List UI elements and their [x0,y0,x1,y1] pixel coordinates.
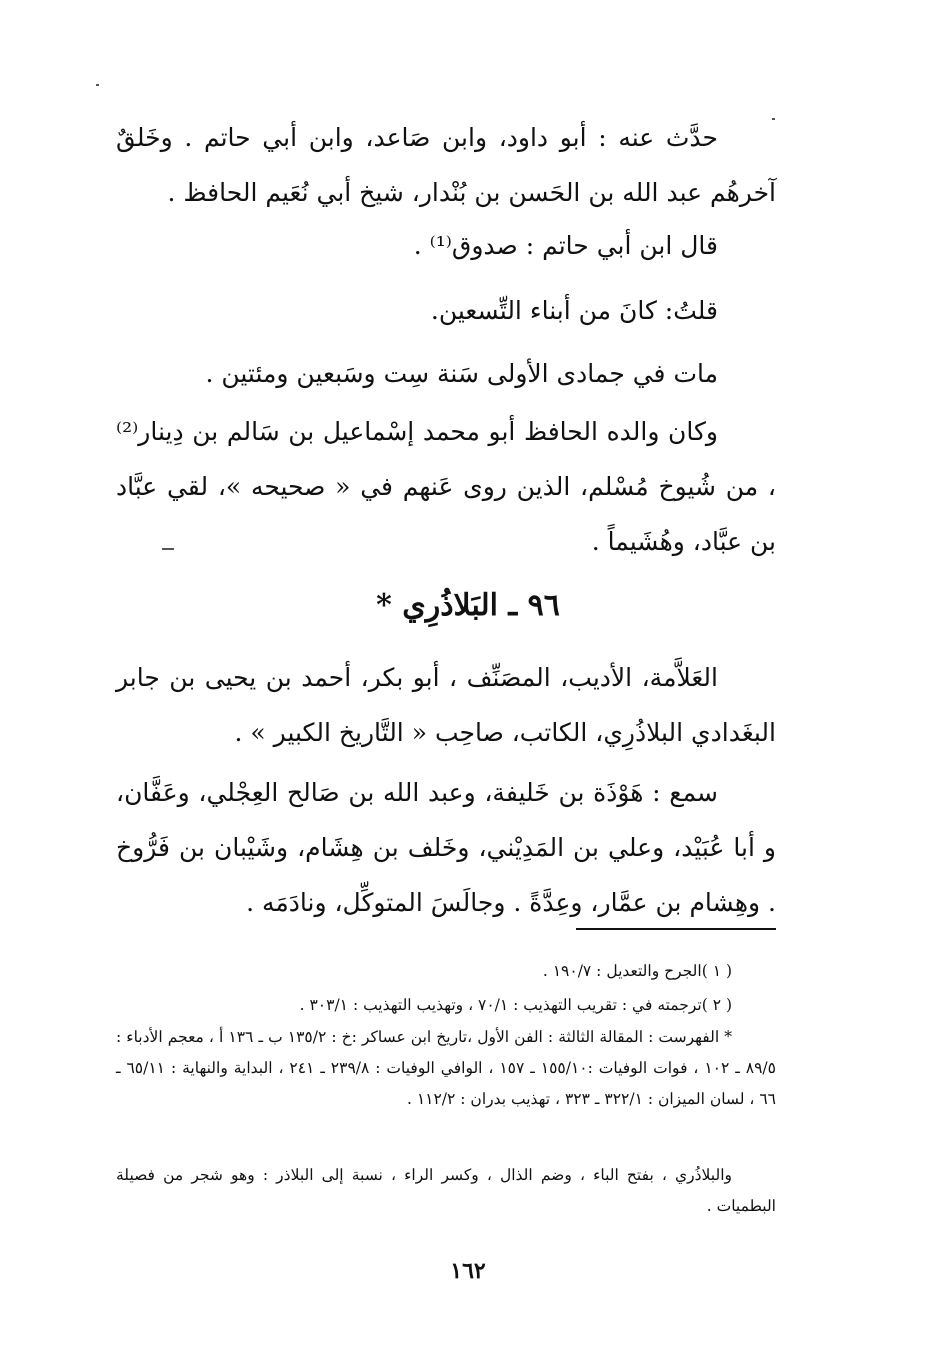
page-number: ١٦٢ [450,1258,486,1284]
footnote-separator [576,928,776,930]
entry-heading: ٩٦ ـ البَلاذُرِي * [376,588,560,623]
death-date: مات في جمادى الأولى سَنة سِت وسَبعين ومئتين . [205,359,718,388]
footnote-1: ( ١ )الجرح والتعديل : ١٩٠/٧ . [542,962,732,980]
biography-teachers: سمع : هَوْذَة بن خَليفة، وعبد الله بن صَالح العِجْلي، وعَفَّان، و أبا عُبَيْد، وعلي بن المَدِيْني، وخَلف بن هِشَام، وشَيْبان بن فَرُّوخ . وهِشام بن عمَّار، وعِدَّةً . وجالَسَ المتوكِّل، ونادَمَه . [116,778,776,917]
father-paragraph: وكان والده الحافظ أبو محمد إسْماعيل بن سَالم بن دِينار⁽²⁾ ، من شُيوخ مُسْلم، الذين روى عَنهم في « صحيحه »، لقي عبَّاد بن عبَّاد، وهُشَيماً . [116,417,776,556]
narrators-paragraph: حدَّث عنه : أبو داود، وابن صَاعد، وابن أبي حاتم . وخَلقٌ آخرهُم عبد الله بن الحَسن بن بُنْدار، شيخ أبي نُعَيم الحافظ . [116,123,776,207]
ibn-abi-hatim-quote: قال ابن أبي حاتم : صدوق⁽¹⁾ . [413,231,718,260]
footnote-nisba: والبلاذُري ، بفتح الباء ، وضم الذال ، وكسر الراء ، نسبة إلى البلاذر : وهو شجر من فصيلة البطميات . [116,1166,776,1215]
footnote-2: ( ٢ )ترجمته في : تقريب التهذيب : ٧٠/١ ، وتهذيب التهذيب : ٣٠٣/١ . [299,996,732,1014]
footnote-sources: * الفهرست : المقالة الثالثة : الفن الأول ،تاريخ ابن عساكر :خ : ١٣٥/٢ ب ـ ١٣٦ أ ، معجم الأدباء : ٨٩/٥ ـ ١٠٢ ، فوات الوفيات :١٥٥/١٠ ـ ١٥٧ ، الوافي الوفيات : ٢٣٩/٨ ـ ٢٤١ ، البداية والنهاية : ٦٥/١١ ـ ٦٦ ، لسان الميزان : ٣٢٢/١ ـ ٣٢٣ ، تهذيب بدران : ١١٢/٢ . [116,1028,776,1108]
biography-intro: العَلاَّمة، الأديب، المصَنِّف ، أبو بكر، أحمد بن يحيى بن جابر البغَدادي البلاذُرِي، الكاتب، صاحِب « التَّاريخ الكبير » . [116,663,776,747]
author-remark: قلتُ: كانَ من أبناء التِّسعين. [430,296,718,325]
scan-speck [96,84,99,86]
